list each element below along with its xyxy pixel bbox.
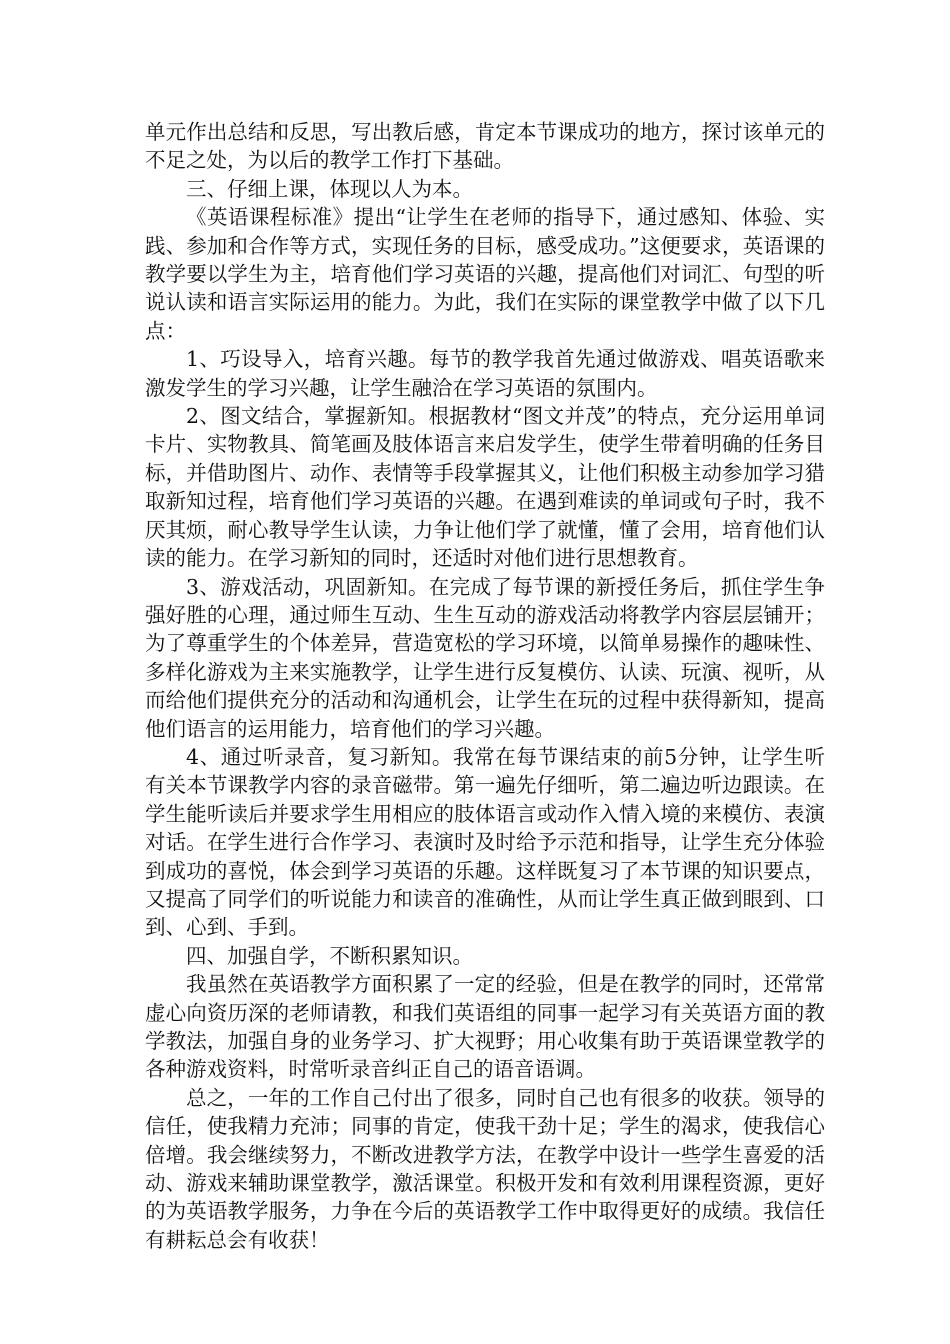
paragraph: 《英语课程标准》提出“让学生在老师的指导下，通过感知、体验、实践、参加和合作等方式，实现任务的目标，感受成功。”这便要求，英语课的教学要以学生为主，培育他们学习英语的兴趣，提高他们对词汇、句型的听说认读和语言实际运用的能力。为此，我们在实际的课堂教学中做了以下几点： [145,205,825,343]
paragraph: 总之，一年的工作自己付出了很多，同时自己也有很多的收获。领导的信任，使我精力充沛；同事的肯定，使我干劲十足；学生的渴求，使我信心倍增。我会继续努力，不断改进教学方法，在教学中设计一些学生喜爱的活动、游戏来辅助课堂教学，激活课堂。积极开发和有效利用课程资源，更好的为英语教学服务，力争在今后的英语教学工作中取得更好的成绩。我信任有耕耘总会有收获！ [145,1085,825,1252]
document-body [145,118,825,1254]
list-item: 1、巧设导入，培育兴趣。每节的教学我首先通过做游戏、唱英语歌来激发学生的学习兴趣，让学生融洽在学习英语的氛围内。 [145,347,825,400]
paragraph: 我虽然在英语教学方面积累了一定的经验，但是在教学的同时，还常常虚心向资历深的老师请教，和我们英语组的同事一起学习有关英语方面的教学教法，加强自身的业务学习、扩大视野；用心收集有助于英语课堂教学的各种游戏资料，时常听录音纠正自己的语音语调。 [145,972,825,1082]
section-heading: 三、仔细上课，体现以人为本。 [186,176,473,201]
list-item: 4、通过听录音，复习新知。我常在每节课结束的前5分钟，让学生听有关本节课教学内容的录音磁带。第一遍先仔细听，第二遍边听边跟读。在学生能听读后并要求学生用相应的肢体语言或动作入情入境的来模仿、表演对话。在学生进行合作学习、表演时及时给予示范和指导，让学生充分体验到成功的喜悦，体会到学习英语的乐趣。这样既复习了本节课的知识要点，又提高了同学们的听说能力和读音的准确性，从而让学生真正做到眼到、口到、心到、手到。 [145,744,825,940]
section-heading: 四、加强自学，不断积累知识。 [186,943,473,968]
list-item: 3、游戏活动，巩固新知。在完成了每节课的新授任务后，抓住学生争强好胜的心理，通过师生互动、生生互动的游戏活动将教学内容层层铺开；为了尊重学生的个体差异，营造宽松的学习环境，以简单易操作的趣味性、多样化游戏为主来实施教学，让学生进行反复模仿、认读、玩演、视听，从而给他们提供充分的活动和沟通机会，让学生在玩的过程中获得新知，提高他们语言的运用能力，培育他们的学习兴趣。 [145,574,825,741]
list-item: 2、图文结合，掌握新知。根据教材“图文并茂”的特点，充分运用单词卡片、实物教具、简笔画及肢体语言来启发学生，使学生带着明确的任务目标，并借助图片、动作、表情等手段掌握其义，让他们积极主动参加学习猎取新知过程，培育他们学习英语的兴趣。在遇到难读的单词或句子时，我不厌其烦，耐心教导学生认读，力争让他们学了就懂，懂了会用，培育他们认读的能力。在学习新知的同时，还适时对他们进行思想教育。 [145,404,825,571]
paragraph: 单元作出总结和反思，写出教后感，肯定本节课成功的地方，探讨该单元的不足之处，为以后的教学工作打下基础。 [145,120,825,173]
